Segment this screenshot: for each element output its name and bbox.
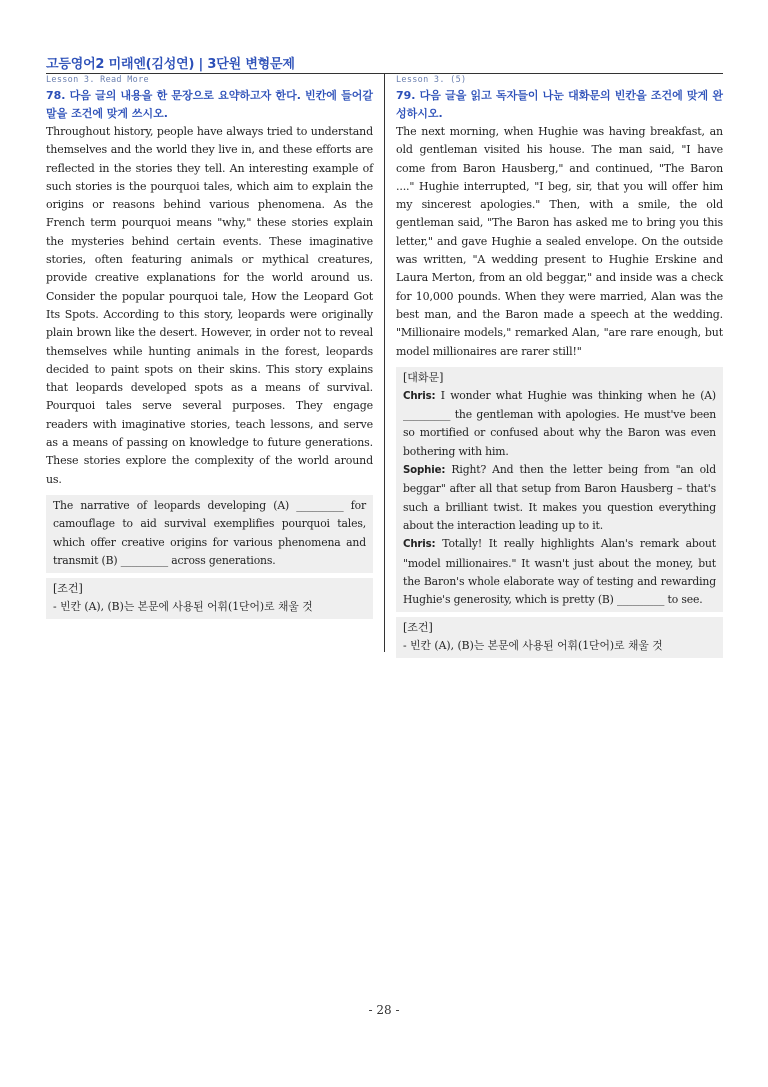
- dialogue-text: Right? And then the letter being from "an old beggar" after all that setup from Baron Hausberg – that's such a brilliant twist. It makes you question everything about the interaction leading up to it.: [403, 463, 716, 532]
- condition-text: - 빈칸 (A), (B)는 본문에 사용된 어휘(1단어)로 채울 것: [403, 639, 663, 653]
- dialogue-line: [403, 535, 716, 609]
- lesson-label: Lesson 3. (5): [396, 75, 467, 85]
- speaker-name: Sophie:: [403, 465, 446, 477]
- condition-box: [46, 578, 373, 619]
- summary-text: The narrative of leopards developing (A) _________ for camouflage to aid survival exemplifies pourquoi tales, which offer creative origins for various phenomena and transmit (B) _________ across generations.: [53, 498, 366, 567]
- question-title: 78. 다음 글의 내용을 한 문장으로 요약하고자 한다. 빈칸에 들어갈 말을 조건에 맞게 쓰시오.: [46, 89, 373, 120]
- dialogue-line: [403, 387, 716, 461]
- condition-label: [조건]: [53, 582, 83, 596]
- dialogue-box: [396, 367, 723, 613]
- column-divider: [384, 74, 385, 652]
- dialogue-label: [대화문]: [403, 370, 444, 384]
- page-title: 고등영어2 미래엔(김성연) | 3단원 변형문제: [46, 57, 295, 72]
- passage-text: The next morning, when Hughie was having breakfast, an old gentleman visited his house. The man said, "I have come from Baron Hausberg," and continued, "The Baron ...." Hughie interrupted, "I beg, sir, that you will offer him my sincerest apologies." Then, with a smile, the old gentleman said, "The Baron has asked me to bring you this letter," and gave Hughie a sealed envelope. On the outside was written, "A wedding present to Hughie Erskine and Laura Merton, from an old beggar," and inside was a check for 10,000 pounds. When they were married, Alan was the best man, and the Baron made a speech at the wedding. "Millionaire models," remarked Alan, "are rare enough, but model millionaires are rarer still!": [396, 125, 723, 358]
- dialogue-text: I wonder what Hughie was thinking when he (A) _________ the gentleman with apologies. He must've been so mortified or confused about why the Baron was even bothering with him.: [403, 388, 716, 458]
- passage-text: Throughout history, people have always tried to understand themselves and the world they live in, and these efforts are reflected in the stories they tell. An interesting example of such stories is the pourquoi tales, which aim to explain the origins or reasons behind various phenomena. As the French term pourquoi means "why," these stories explain the mysteries behind certain events. These imaginative stories, often featuring animals or mythical creatures, provide creative explanations for the world around us. Consider the popular pourquoi tale, How the Leopard Got Its Spots. According to this story, leopards were originally plain brown like the desert. However, in order not to reveal themselves while hunting animals in the forest, leopards decided to paint spots on their skins. This story explains that leopards developed spots as a means of survival. Pourquoi tales serve several purposes. They engage readers with imaginative stories, teach lessons, and serve as a means of passing on knowledge to future generations. These stories explore the complexity of the world around us.: [46, 125, 373, 486]
- question-79: [396, 74, 723, 658]
- lesson-label: Lesson 3. Read More: [46, 75, 149, 85]
- question-title: 79. 다음 글을 읽고 독자들이 나눈 대화문의 빈칸을 조건에 맞게 완성하시오.: [396, 89, 723, 120]
- speaker-name: Chris:: [403, 539, 436, 551]
- condition-box: [396, 617, 723, 658]
- condition-label: [조건]: [403, 621, 433, 635]
- speaker-name: Chris:: [403, 390, 436, 402]
- condition-text: - 빈칸 (A), (B)는 본문에 사용된 어휘(1단어)로 채울 것: [53, 600, 313, 614]
- dialogue-text: Totally! It really highlights Alan's remark about "model millionaires." It wasn't just about the money, but the Baron's whole elaborate way of testing and rewarding Hughie's generosity, which is pretty (B) _________ to see.: [403, 537, 716, 607]
- summary-box: [46, 495, 373, 573]
- page-number: - 28 -: [368, 1003, 400, 1017]
- dialogue-line: [403, 461, 716, 535]
- question-78: [46, 74, 373, 619]
